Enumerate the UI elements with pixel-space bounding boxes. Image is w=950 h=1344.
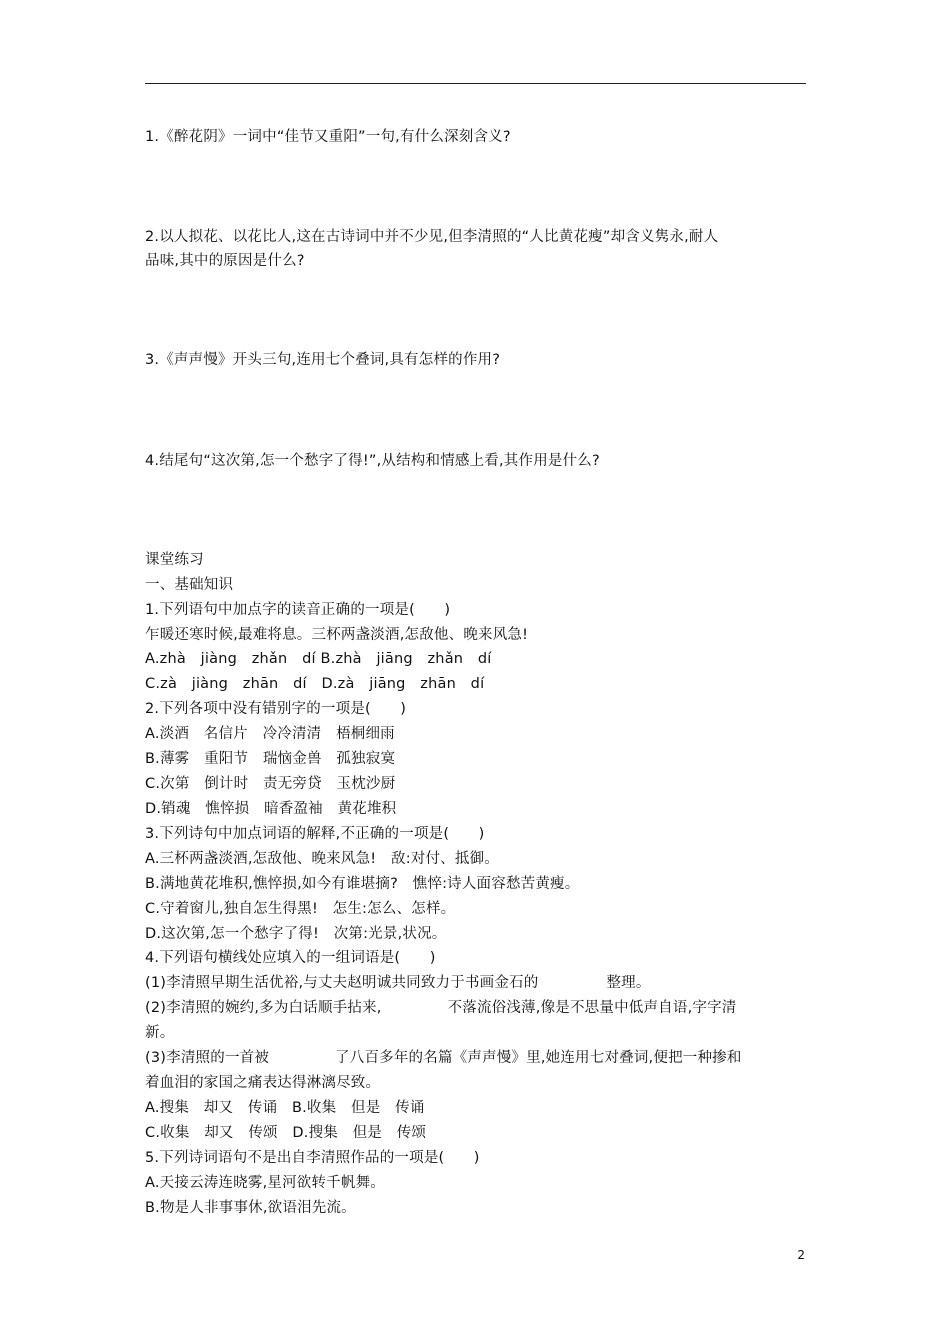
practice-1-options-cd: C.zà jiàng zhān dí D.zà jiāng zhān dí [145,676,485,692]
sentence-3-part-b: 了八百多年的名篇《声声慢》里,她连用七对叠词,便把一种掺和 [335,1050,742,1066]
practice-3-option-a: A.三杯两盏淡酒,怎敌他、晚来风急! 敌:对付、抵御。 [145,851,499,867]
practice-4-sentence-2-cont: 新。 [145,1025,175,1041]
practice-3-option-d: D.这次第,怎一个愁字了得! 次第:光景,状况。 [145,926,447,942]
practice-4-sentence-1 [145,974,651,992]
practice-5-option-b: B.物是人非事事休,欲语泪先流。 [145,1200,356,1216]
practice-2-option-a: A.淡酒 名信片 冷冷清清 梧桐细雨 [145,726,395,742]
practice-5-option-a: A.天接云涛连晓雾,星河欲转千帆舞。 [145,1175,385,1191]
question-3: 3.《声声慢》开头三句,连用七个叠词,具有怎样的作用? [145,352,501,368]
question-1: 1.《醉花阴》一词中“佳节又重阳”一句,有什么深刻含义? [145,129,511,145]
page-number: 2 [797,1248,805,1262]
practice-1-stem: 1.下列语句中加点字的读音正确的一项是( ) [145,602,451,618]
practice-title: 课堂练习 [145,552,204,568]
practice-5-stem: 5.下列诗词语句不是出自李清照作品的一项是( ) [145,1150,480,1166]
practice-2-option-d: D.销魂 憔悴损 暗香盈袖 黄花堆积 [145,801,397,817]
practice-3-option-b: B.满地黄花堆积,憔悴损,如今有谁堪摘? 憔悴:诗人面容愁苦黄瘦。 [145,876,580,892]
practice-1-text: 乍暖还寒时候,最难将息。三杯两盏淡酒,怎敌他、晚来风急! [145,627,529,643]
practice-4-stem: 4.下列语句横线处应填入的一组词语是( ) [145,950,436,966]
practice-4-options-ab: A.搜集 却又 传诵 B.收集 但是 传诵 [145,1100,425,1116]
question-4: 4.结尾句“这次第,怎一个愁字了得!”,从结构和情感上看,其作用是什么? [145,453,600,469]
question-2-line-2: 品味,其中的原因是什么? [145,253,305,269]
section-heading: 一、基础知识 [145,577,234,593]
practice-2-option-c: C.次第 倒计时 责无旁贷 玉枕沙厨 [145,776,396,792]
sentence-2-part-b: 不落流俗浅薄,像是不思量中低声自语,字字清 [447,1000,737,1016]
sentence-3-part-a: (3)李清照的一首被 [145,1050,270,1066]
practice-3-option-c: C.守着窗儿,独自怎生得黑! 怎生:怎么、怎样。 [145,901,456,917]
question-2-line-1: 2.以人拟花、以花比人,这在古诗词中并不少见,但李清照的“人比黄花瘦”却含义隽永,耐人 [145,229,719,245]
sentence-1-part-a: (1)李清照早期生活优裕,与丈夫赵明诚共同致力于书画金石的 [145,975,539,991]
practice-1-options-ab: A.zhà jiàng zhǎn dí B.zhà jiāng zhǎn dí [145,651,492,667]
sentence-1-part-b: 整理。 [606,975,651,991]
practice-3-stem: 3.下列诗句中加点词语的解释,不正确的一项是( ) [145,826,485,842]
header-rule [145,83,806,84]
practice-4-sentence-3-cont: 着血泪的家国之痛表达得淋漓尽致。 [145,1075,381,1091]
practice-4-sentence-3 [145,1049,742,1067]
practice-4-options-cd: C.收集 却又 传颂 D.搜集 但是 传颂 [145,1125,427,1141]
practice-2-option-b: B.薄雾 重阳节 瑞恼金兽 孤独寂寞 [145,751,396,767]
practice-4-sentence-2 [145,999,736,1017]
sentence-2-part-a: (2)李清照的婉约,多为白话顺手拈来, [145,1000,382,1016]
practice-2-stem: 2.下列各项中没有错别字的一项是( ) [145,701,407,717]
